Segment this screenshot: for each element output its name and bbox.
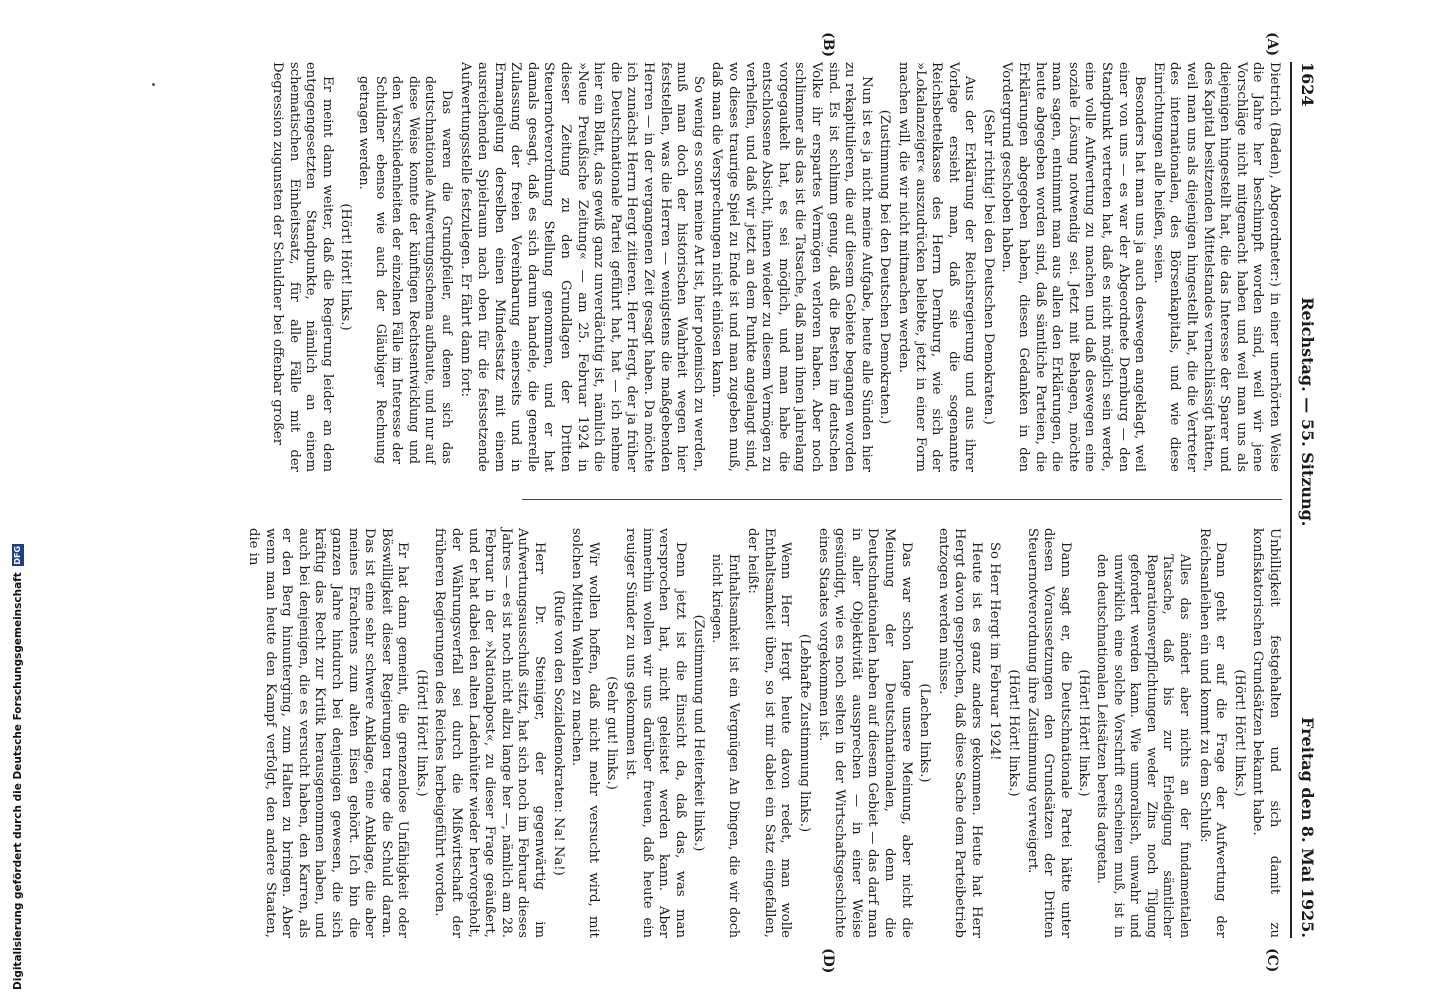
page-header: [1298, 62, 1324, 938]
interjection: (Hört! Hört! links.): [1231, 669, 1247, 797]
left-column: [266, 62, 1282, 472]
paragraph: Er hat dann gemeint, die grenzenlose Unfähigkeit oder Böswilligkeit dieser Regierungen trage die Schuld daran. Das ist eine sehr schwere Anklage, eine Anklage, die aber meines Erachtens zum alten Eisen gehört. Ich bin die ganzen Jahre hindurch bei denjenigen gewesen, die sich kräftig das Recht zur Kritik herausgenommen haben, und auch bei denjenigen, die es versucht haben, den Karren, als er den Berg hinunterging, zum Halten zu bringen. Aber wenn man heute den Kampf verfolgt, den andere Staaten, die in: [245, 528, 411, 938]
interjection: (Sehr richtig! bei den Deutschen Demokraten.): [980, 109, 996, 425]
page-number: 1624: [1298, 62, 1317, 107]
interjection: (Hört! Hört! links.): [338, 203, 354, 331]
interjection: (Hört! Hört! links.): [1006, 669, 1022, 797]
interjection: (Zustimmung bei den Deutschen Demokraten.): [877, 109, 893, 425]
paragraph: Enthaltsamkeit ist ein Vergnügen An Dingen, die wir doch nicht kriegen.: [710, 554, 742, 938]
paragraph: Dann geht er auf die Frage der Aufwertung der Reichsanleihen ein und kommt zu dem Schluß:: [1196, 528, 1229, 938]
margin-letter-a: (A): [1264, 32, 1280, 57]
header-rule: [1290, 62, 1292, 938]
footer-text: Digitalisierung gefördert durch die Deutsche Forschungsgemeinschaft: [12, 572, 24, 990]
margin-letter-b: (B): [820, 32, 836, 58]
paragraph: Heute ist es ganz anders gekommen. Heute hat Herr Hergt davon gesprochen, daß diese Sache dem Parteibetrieb entzogen werden müsse.: [935, 528, 984, 938]
paragraph: Besonders hat man uns ja auch deswegen angeklagt, weil einer von uns — es war der Abgeordnete Dernburg — den Standpunkt vertreten hat, daß es nicht möglich sein werde, eine volle Aufwertung zu machen und daß deswegen eine soziale Lösung notwendig sei. Jetzt mit Behagen, möchte man sagen, entnimmt man aus allen den Erklärungen, die heute abgegeben worden sind, daß sämtliche Parteien, die Erklärungen abgegeben haben, diesen Gedanken in den Vordergrund geschoben haben.: [999, 62, 1148, 472]
paragraph: Alles das ändert aber nichts an der fundamentalen Tatsache, daß bis zur Erledigung sämtlicher Reparationsverpflichtungen weder Zins noch Tilgung gefordert werden kann. Wie unmoralisch, unwahr und unwirklich eine solche Vorschrift erscheinen muß, ist in den deutschnationalen Leitsätzen bereits dargetan.: [1095, 554, 1194, 938]
interjection: (Hört! Hört! links.): [413, 669, 429, 797]
interjection: (Zustimmung und Heiterkeit links.): [691, 614, 707, 852]
paragraph: Wenn Herr Hergt heute davon redet, man wolle Enthaltsamkeit üben, so ist mir dabei ein Satz eingefallen, der heißt:: [745, 528, 794, 938]
paragraph: Das war schon lange unsere Meinung, aber nicht die Meinung der Deutschnationalen, denn die Deutschnationalen haben auf diesem Gebiet — das darf man in aller Objektivität aussprechen — in einer Weise gesündigt, wie es noch selten in der Wirtschaftsgeschichte eines Staates vorgekommen ist.: [815, 528, 914, 938]
session-title: Reichstag. — 55. Sitzung.: [1298, 297, 1317, 527]
scan-speck: [152, 83, 155, 86]
paragraph: Wir wollen hoffen, daß nicht mehr versucht wird, mit solchen Mitteln Wahlen zu machen.: [569, 528, 601, 938]
paragraph: Herr Dr. Steiniger, der gegenwärtig im Aufwertungsausschuß sitzt, hat sich noch im Februar dieses Jahres — es ist noch nicht allzu lange her —, nämlich am 28. Februar in der »Nationalpost«, zu dieser Frage geäußert, und er hat dabei den alten Ladenhüter wieder hervorgeholt, der Währungsverfall sei durch die Mißwirtschaft der früheren Regierungen des Reiches herbeigeführt worden.: [432, 528, 548, 938]
interjection: (Hört! Hört! links.): [1076, 669, 1092, 797]
interjection: (Lebhafte Zustimmung links.): [796, 633, 812, 833]
paragraph: So Herr Hergt im Februar 1924!: [987, 542, 1003, 761]
column-divider: [522, 499, 1282, 500]
digitization-footer: [12, 544, 24, 990]
dfg-logo: DFG: [13, 545, 22, 565]
margin-letter-c: (C): [1264, 948, 1280, 973]
paragraph: Aus der Erklärung der Reichsregierung und aus ihrer Vorlage ersieht man, daß sie die sogenannte Reichsbettelkasse des Herrn Dernburg, wie sich der »Lokalanzeiger« auszudrücken beliebte, jetzt in einer Form machen will, die wir nicht mitmachen werden.: [895, 62, 978, 472]
paragraph: Dann sagt er, die Deutschnationale Partei hätte unter diesen Voraussetzungen den Grundsätzen der Dritten Steuernotverordnung ihre Zustimmung verweigert.: [1024, 528, 1073, 938]
right-column: [242, 528, 1282, 938]
interjection: (Rufe von den Sozialdemokraten: Na! Na!): [550, 590, 566, 876]
session-date: Freitag den 8. Mai 1925.: [1298, 717, 1317, 938]
paragraph: Unbilligkeit festgehalten und sich damit zu konfiskatorischen Grundsätzen bekannt habe.: [1250, 528, 1282, 938]
margin-letter-d: (D): [820, 948, 836, 974]
paragraph: Dietrich (Baden), Abgeordneter:) in einer unerhörten Weise die Jahre her beschimpft worden sind, weil wir jene Vorschläge nicht mitgemacht haben und weil man uns als diejenigen hingestellt hat, die das Interesse der Sparer und des Kapital besitzenden Mittelstandes vernachlässigt hätten, weil man uns als diejenigen hingestellt hat, die die Vertreter des internationalen, des Börsenkapitals, und wie diese Einrichtungen alle heißen, seien.: [1150, 62, 1282, 472]
paragraph: Er meint dann weiter, daß die Regierung leider an dem entgegengesetzten Standpunkte, nämlich an einem schematischen Einheitssatz, für alle Fälle mit der Degression zugunsten der Schuldner bei offenbar großer: [269, 62, 335, 472]
document-page: [124, 32, 1324, 974]
interjection: (Sehr gut! links.): [604, 676, 620, 790]
paragraph: So wenig es sonst meine Art ist, hier polemisch zu werden, muß man doch der historischen Wahrheit wegen hier feststellen, was die Herren — wenigstens die maßgebenden Herren — in der vergangenen Zeit gesagt haben. Da möchte ich zunächst Herrn Hergt zitieren. Herr Hergt, der ja früher die Deutschnationale Partei geführt hat, hat — ich nehme hier ein Blatt, das gewiß ganz unverdächtig ist, nämlich die »Neue Preußische Zeitung« — am 25. Februar 1924 in dieser Zeitung zu den Grundlagen der Dritten Steuernotverordnung Stellung genommen, und er hat damals gesagt, daß es sich darum handele, die generelle Zulassung der freien Vereinbarung einerseits und in Ermangelung derselben einen Mindestsatz mit einem ausreichenden Spielraum nach oben für die festsetzende Aufwertungsstelle festzulegen. Er fährt dann fort:: [458, 62, 706, 472]
paragraph: Nun ist es ja nicht meine Aufgabe, heute alle Sünden hier zu rekapitulieren, die auf diesem Gebiete begangen worden sind. Es ist schlimm genug, daß die Besten im deutschen Volke ihr erspartes Vermögen verloren haben. Aber noch schlimmer als das ist die Tatsache, daß man ihnen jahrelang vorgegaukelt hat, es sei möglich, und man habe die entschlossene Absicht, ihnen wieder zu diesem Vermögen zu verhelfen, und daß wir jetzt an dem Punkte angelangt sind, wo dieses traurige Spiel zu Ende ist und man zugeben muß, daß man die Versprechungen nicht einlösen kann.: [709, 62, 874, 472]
interjection: (Lachen links.): [917, 683, 933, 783]
paragraph: Denn jetzt ist die Einsicht da, daß das, was man versprochen hat, nicht geleistet werden kann. Aber immerhin wollen wir uns darüber freuen, daß heute ein reuiger Sünder zu uns gekommen ist.: [623, 528, 688, 938]
paragraph: Das waren die Grundpfeiler, auf denen sich das deutschnationale Aufwertungsschema aufbaute, und nur auf diese Weise konnte der künftigen Rechtsentwicklung und den Verschiedenheiten der einzelnen Fälle im Interesse der Schuldner ebenso wie auch der Gläubiger Rechnung getragen werden.: [356, 76, 455, 464]
